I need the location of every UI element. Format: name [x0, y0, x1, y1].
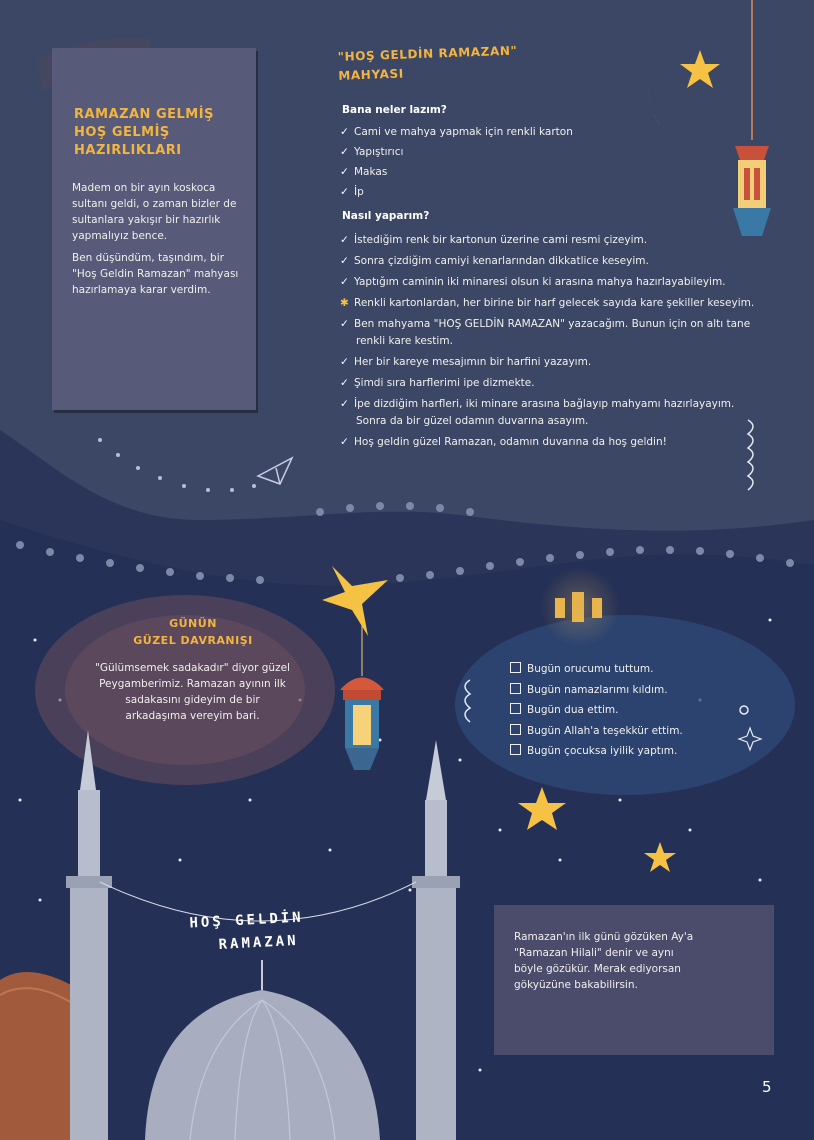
mahya-title: "HOŞ GELDİN RAMAZAN" MAHYASI — [337, 43, 518, 83]
needs-title: Bana neler lazım? — [342, 104, 447, 116]
intro-card — [52, 48, 256, 410]
checklist-item[interactable] — [510, 700, 683, 721]
moon-note-text: Ramazan'ın ilk günü gözüken Ay'a "Ramazan Hilali" denir ve aynı böyle gözükür. Merak ediyorsan gökyüzüne bakabilirsin. — [514, 931, 694, 991]
checkbox-icon[interactable] — [510, 724, 521, 735]
check-icon: ✓ — [340, 436, 349, 448]
step-text: İstediğim renk bir kartonun üzerine cami resmi çizeyim. — [354, 234, 648, 246]
check-icon: ✓ — [340, 377, 349, 389]
star-icon: ✱ — [340, 297, 349, 309]
checkbox-icon[interactable] — [510, 744, 521, 755]
check-icon: ✓ — [340, 186, 349, 198]
step-text: İpe dizdiğim harfleri, iki minare arasına bağlayıp mahyamı hazırlayayım. Sonra da bir güzel odamın duvarına asayım. — [354, 398, 735, 427]
checklist-item-label: Bugün orucumu tuttum. — [527, 663, 654, 675]
needs-item — [340, 162, 740, 182]
check-icon: ✓ — [340, 356, 349, 368]
check-icon: ✓ — [340, 318, 349, 330]
step-text: Her bir kareye mesajımın bir harfini yazayım. — [354, 356, 592, 368]
needs-item — [340, 142, 740, 162]
checklist-item-label: Bugün namazlarımı kıldım. — [527, 683, 668, 696]
step-text: Yaptığım caminin iki minaresi olsun ki arasına mahya hazırlayabileyim. — [354, 276, 726, 288]
mahya-greeting-line-2: RAMAZAN — [218, 932, 299, 953]
step-item — [340, 274, 760, 291]
needs-item — [340, 182, 740, 202]
check-icon: ✓ — [340, 234, 349, 246]
step-item — [340, 354, 760, 371]
checklist-item-label: Bugün dua ettim. — [527, 704, 619, 716]
step-item — [340, 434, 760, 451]
good-deed-text: "Gülümsemek sadakadır" diyor güzel Peygamberimiz. Ramazan ayının ilk sadakasını gideyim de bir arkadaşıma vereyim bari. — [95, 662, 290, 722]
check-icon: ✓ — [340, 255, 349, 267]
check-icon: ✓ — [340, 146, 349, 158]
good-deed-title — [108, 615, 278, 649]
needs-item-text: Cami ve mahya yapmak için renkli karton — [354, 126, 573, 138]
page-number: 5 — [762, 1078, 772, 1096]
intro-card-paragraph-1: Madem on bir ayın koskoca sultanı geldi, o zaman bizler de sultanlara yakışır bir hazırlık yapmalıyız bence. — [72, 182, 237, 242]
step-item — [340, 295, 760, 312]
checklist-item[interactable] — [510, 680, 683, 701]
step-item — [340, 396, 760, 430]
step-item — [340, 375, 760, 392]
step-text: Şimdi sıra harflerimi ipe dizmekte. — [354, 377, 535, 389]
check-icon: ✓ — [340, 166, 349, 178]
step-text: Sonra çizdiğim camiyi kenarlarından dikkatlice keseyim. — [354, 255, 649, 267]
mahya-greeting — [189, 904, 361, 959]
checklist-item[interactable] — [510, 659, 683, 680]
checklist-item-label: Bugün çocuksa iyilik yaptım. — [527, 745, 678, 757]
steps-list — [340, 232, 760, 455]
mahya-greeting-line-1: HOŞ GELDİN — [189, 909, 305, 932]
good-deed-title-line-1: GÜNÜN — [169, 617, 217, 630]
daily-checklist — [510, 659, 683, 762]
step-item — [340, 232, 760, 249]
step-text: Hoş geldin güzel Ramazan, odamın duvarına da hoş geldin! — [354, 436, 667, 448]
intro-card-title: RAMAZAN GELMİŞ HOŞ GELMİŞ HAZIRLIKLARI — [74, 107, 214, 158]
checkbox-icon[interactable] — [510, 662, 521, 673]
check-icon: ✓ — [340, 398, 349, 410]
checklist-item[interactable] — [510, 741, 683, 762]
check-icon: ✓ — [340, 126, 349, 138]
needs-item — [340, 122, 740, 142]
needs-item-text: İp — [354, 186, 364, 198]
step-item — [340, 316, 760, 350]
step-item — [340, 253, 760, 270]
checklist-item-label: Bugün Allah'a teşekkür ettim. — [527, 724, 683, 737]
needs-list — [340, 122, 740, 202]
how-title: Nasıl yaparım? — [342, 210, 430, 222]
check-icon: ✓ — [340, 276, 349, 288]
step-text: Renkli kartonlardan, her birine bir harf gelecek sayıda kare şekiller keseyim. — [354, 297, 755, 309]
step-text: Ben mahyama "HOŞ GELDİN RAMAZAN" yazacağım. Bunun için on altı tane renkli kare kestim. — [354, 318, 751, 347]
needs-item-text: Makas — [354, 166, 388, 178]
checkbox-icon[interactable] — [510, 703, 521, 714]
needs-item-text: Yapıştırıcı — [354, 146, 404, 158]
intro-card-paragraph-2: Ben düşündüm, taşındım, bir "Hoş Geldin Ramazan" mahyası hazırlamaya karar verdim. — [72, 252, 239, 296]
good-deed-title-line-2: GÜZEL DAVRANIŞI — [133, 634, 253, 647]
checklist-item[interactable] — [510, 721, 683, 742]
checkbox-icon[interactable] — [510, 683, 521, 694]
